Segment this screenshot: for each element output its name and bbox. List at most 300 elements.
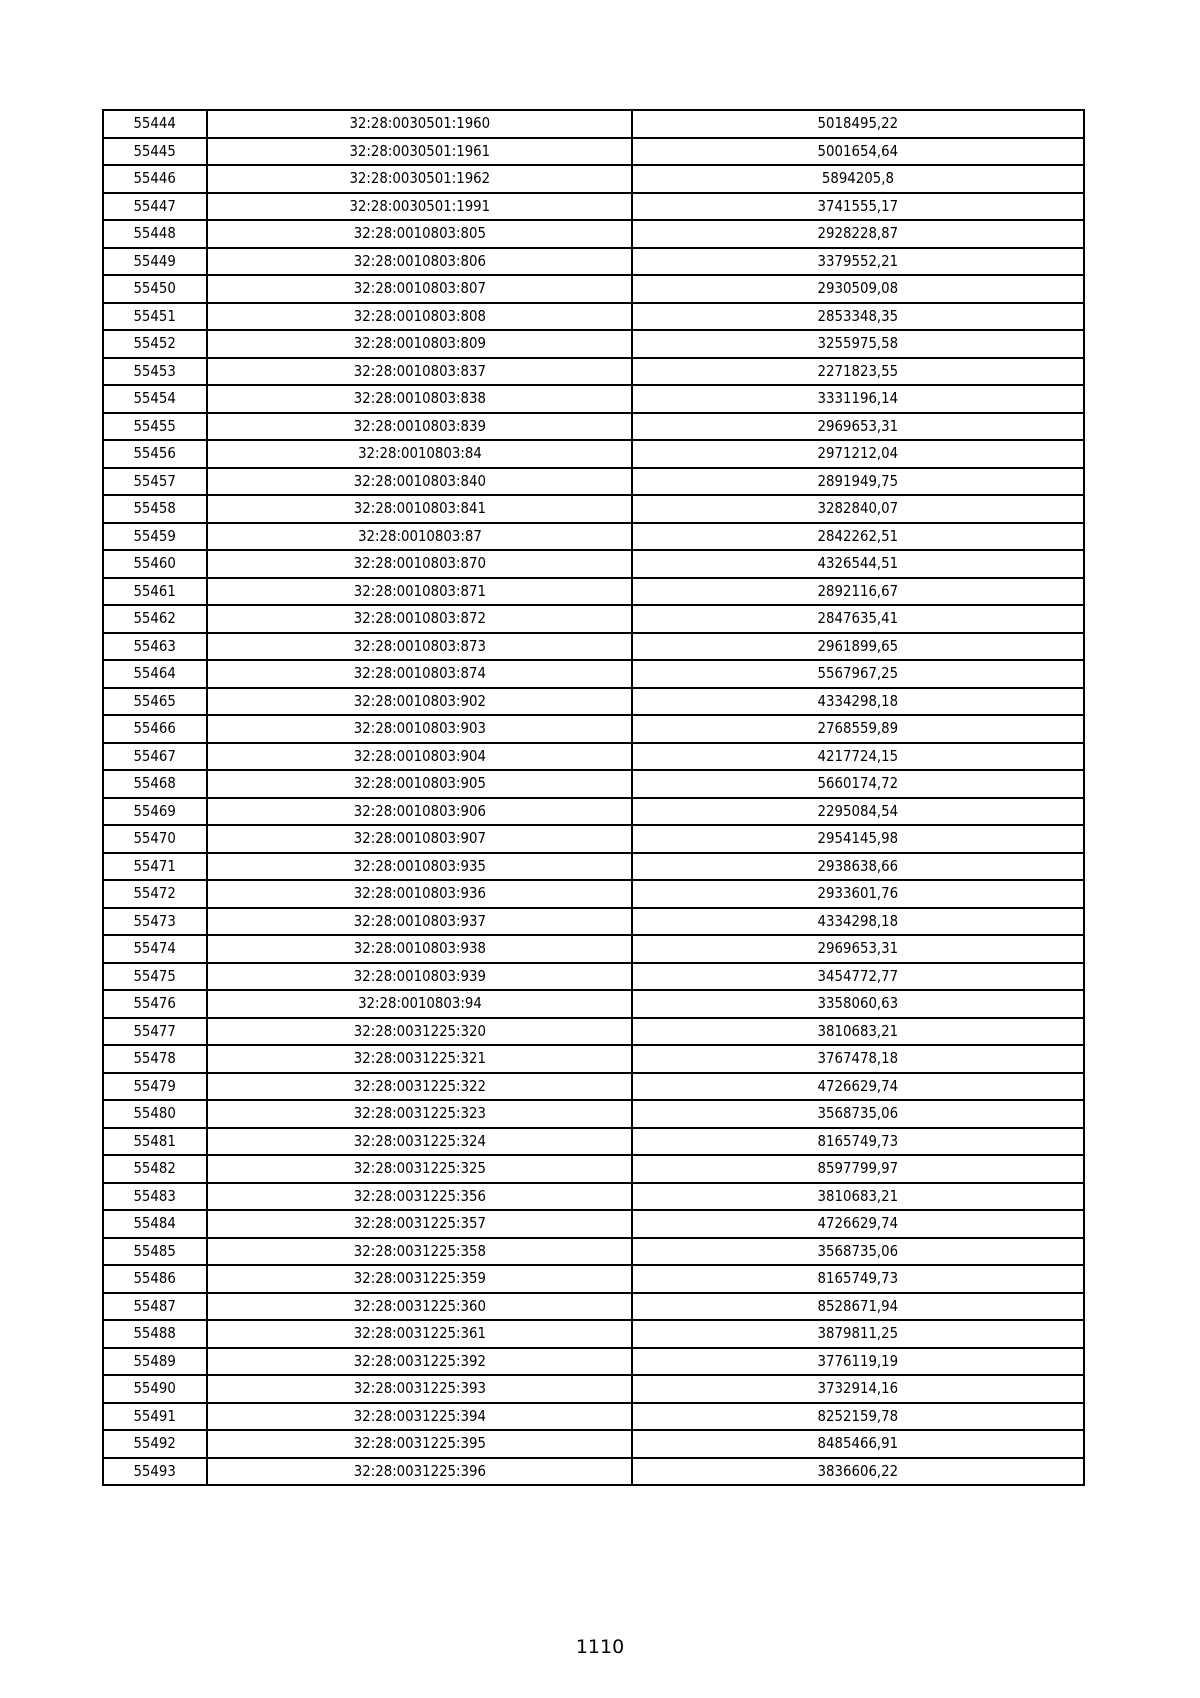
- cell-text: 4334298,18: [817, 691, 899, 710]
- table-row: [103, 578, 1084, 606]
- row-number-cell: [103, 495, 207, 523]
- cadastral-value-cell: [632, 303, 1084, 331]
- row-number-cell: [103, 358, 207, 386]
- row-number-cell: [103, 193, 207, 221]
- cell-text: 32:28:0010803:874: [353, 664, 486, 683]
- row-number-cell: [103, 330, 207, 358]
- cell-text: 2768559,89: [817, 719, 899, 738]
- row-number-cell: [103, 1348, 207, 1376]
- cadastral-value-cell: [632, 1183, 1084, 1211]
- cadastral-number-cell: [207, 1320, 632, 1348]
- cell-text: 2295084,54: [817, 801, 899, 820]
- cadastral-value-cell: [632, 523, 1084, 551]
- row-number-cell: [103, 853, 207, 881]
- cell-text: 2969653,31: [817, 416, 899, 435]
- row-number-cell: [103, 1265, 207, 1293]
- row-number-cell: [103, 963, 207, 991]
- cell-text: 3732914,16: [817, 1379, 899, 1398]
- row-number-cell: [103, 633, 207, 661]
- cadastral-number-cell: [207, 413, 632, 441]
- cadastral-number-cell: [207, 275, 632, 303]
- cell-text: 3810683,21: [817, 1021, 899, 1040]
- cadastral-number-cell: [207, 1128, 632, 1156]
- cadastral-value-cell: [632, 963, 1084, 991]
- cadastral-value-cell: [632, 1403, 1084, 1431]
- cadastral-number-cell: [207, 963, 632, 991]
- row-number-cell: [103, 1238, 207, 1266]
- cadastral-value-cell: [632, 550, 1084, 578]
- cell-text: 32:28:0010803:939: [353, 966, 486, 985]
- cadastral-number-cell: [207, 1045, 632, 1073]
- cell-text: 55481: [133, 1131, 177, 1150]
- cell-text: 32:28:0030501:1962: [349, 169, 490, 188]
- cell-text: 2930509,08: [817, 279, 899, 298]
- cell-text: 32:28:0010803:935: [353, 856, 486, 875]
- row-number-cell: [103, 1183, 207, 1211]
- cadastral-number-cell: [207, 1210, 632, 1238]
- cadastral-value-cell: [632, 660, 1084, 688]
- cell-text: 2842262,51: [817, 526, 899, 545]
- cadastral-value-cell: [632, 193, 1084, 221]
- cell-text: 8165749,73: [817, 1269, 899, 1288]
- cell-text: 55454: [133, 389, 177, 408]
- cell-text: 32:28:0010803:938: [353, 939, 486, 958]
- cell-text: 5894205,8: [821, 169, 895, 188]
- row-number-cell: [103, 825, 207, 853]
- cell-text: 8252159,78: [817, 1406, 899, 1425]
- row-number-cell: [103, 880, 207, 908]
- cadastral-value-cell: [632, 1293, 1084, 1321]
- table-body: [103, 110, 1084, 1485]
- cadastral-value-cell: [632, 1155, 1084, 1183]
- table-row: [103, 440, 1084, 468]
- cell-text: 32:28:0031225:322: [353, 1076, 486, 1095]
- table-row: [103, 193, 1084, 221]
- cadastral-value-cell: [632, 633, 1084, 661]
- cell-text: 3810683,21: [817, 1186, 899, 1205]
- row-number-cell: [103, 688, 207, 716]
- table-row: [103, 1073, 1084, 1101]
- cadastral-value-cell: [632, 165, 1084, 193]
- cell-text: 3568735,06: [817, 1104, 899, 1123]
- cadastral-value-cell: [632, 413, 1084, 441]
- row-number-cell: [103, 1375, 207, 1403]
- cell-text: 55466: [133, 719, 177, 738]
- cadastral-number-cell: [207, 770, 632, 798]
- row-number-cell: [103, 1403, 207, 1431]
- cell-text: 55463: [133, 636, 177, 655]
- cadastral-number-cell: [207, 165, 632, 193]
- cadastral-value-cell: [632, 880, 1084, 908]
- table-row: [103, 1045, 1084, 1073]
- table-row: [103, 1403, 1084, 1431]
- cell-text: 55489: [133, 1351, 177, 1370]
- table-row: [103, 908, 1084, 936]
- cadastral-value-cell: [632, 1210, 1084, 1238]
- cell-text: 55493: [133, 1461, 177, 1480]
- table-row: [103, 110, 1084, 138]
- cell-text: 55450: [133, 279, 177, 298]
- row-number-cell: [103, 1100, 207, 1128]
- row-number-cell: [103, 1210, 207, 1238]
- cell-text: 32:28:0010803:871: [353, 581, 486, 600]
- cell-text: 55487: [133, 1296, 177, 1315]
- cell-text: 3358060,63: [817, 994, 899, 1013]
- cadastral-number-cell: [207, 908, 632, 936]
- cell-text: 32:28:0031225:323: [353, 1104, 486, 1123]
- cell-text: 55475: [133, 966, 177, 985]
- table-row: [103, 1348, 1084, 1376]
- cell-text: 32:28:0031225:357: [353, 1214, 486, 1233]
- cell-text: 2853348,35: [817, 306, 899, 325]
- cell-text: 55486: [133, 1269, 177, 1288]
- table-row: [103, 330, 1084, 358]
- cadastral-value-cell: [632, 385, 1084, 413]
- row-number-cell: [103, 1320, 207, 1348]
- cadastral-number-cell: [207, 358, 632, 386]
- cell-text: 55473: [133, 911, 177, 930]
- table-row: [103, 275, 1084, 303]
- cell-text: 55446: [133, 169, 177, 188]
- cell-text: 3255975,58: [817, 334, 899, 353]
- cadastral-value-cell: [632, 990, 1084, 1018]
- cell-text: 32:28:0010803:837: [353, 361, 486, 380]
- cell-text: 32:28:0010803:870: [353, 554, 486, 573]
- table-row: [103, 605, 1084, 633]
- cell-text: 4726629,74: [817, 1076, 899, 1095]
- cadastral-value-cell: [632, 138, 1084, 166]
- cell-text: 55483: [133, 1186, 177, 1205]
- table-row: [103, 688, 1084, 716]
- table-row: [103, 1375, 1084, 1403]
- cell-text: 4334298,18: [817, 911, 899, 930]
- cell-text: 32:28:0031225:320: [353, 1021, 486, 1040]
- cadastral-number-cell: [207, 385, 632, 413]
- cell-text: 3282840,07: [817, 499, 899, 518]
- cell-text: 55457: [133, 471, 177, 490]
- cadastral-value-cell: [632, 220, 1084, 248]
- cell-text: 55472: [133, 884, 177, 903]
- cadastral-value-cell: [632, 605, 1084, 633]
- cell-text: 8165749,73: [817, 1131, 899, 1150]
- cell-text: 5660174,72: [817, 774, 899, 793]
- table-row: [103, 1128, 1084, 1156]
- cadastral-number-cell: [207, 220, 632, 248]
- cell-text: 55464: [133, 664, 177, 683]
- cell-text: 2954145,98: [817, 829, 899, 848]
- cell-text: 3767478,18: [817, 1049, 899, 1068]
- cell-text: 5001654,64: [817, 141, 899, 160]
- table-row: [103, 385, 1084, 413]
- cell-text: 32:28:0010803:840: [353, 471, 486, 490]
- cadastral-number-cell: [207, 1265, 632, 1293]
- cadastral-value-cell: [632, 1430, 1084, 1458]
- table-row: [103, 495, 1084, 523]
- cell-text: 2271823,55: [817, 361, 899, 380]
- cadastral-value-cell: [632, 798, 1084, 826]
- row-number-cell: [103, 743, 207, 771]
- cell-text: 32:28:0031225:360: [353, 1296, 486, 1315]
- cell-text: 4726629,74: [817, 1214, 899, 1233]
- row-number-cell: [103, 770, 207, 798]
- cell-text: 55488: [133, 1324, 177, 1343]
- cadastral-number-cell: [207, 1430, 632, 1458]
- table-row: [103, 798, 1084, 826]
- cell-text: 32:28:0031225:358: [353, 1241, 486, 1260]
- cell-text: 32:28:0010803:841: [353, 499, 486, 518]
- cadastral-value-cell: [632, 1100, 1084, 1128]
- table-row: [103, 1293, 1084, 1321]
- cell-text: 2891949,75: [817, 471, 899, 490]
- table-row: [103, 633, 1084, 661]
- cadastral-number-cell: [207, 1183, 632, 1211]
- row-number-cell: [103, 220, 207, 248]
- cell-text: 55469: [133, 801, 177, 820]
- cell-text: 55456: [133, 444, 177, 463]
- table-row: [103, 1155, 1084, 1183]
- cell-text: 32:28:0010803:873: [353, 636, 486, 655]
- cell-text: 55452: [133, 334, 177, 353]
- cell-text: 8528671,94: [817, 1296, 899, 1315]
- row-number-cell: [103, 385, 207, 413]
- cell-text: 2928228,87: [817, 224, 899, 243]
- cell-text: 32:28:0010803:903: [353, 719, 486, 738]
- cell-text: 32:28:0031225:361: [353, 1324, 486, 1343]
- cell-text: 32:28:0031225:394: [353, 1406, 486, 1425]
- table-row: [103, 1320, 1084, 1348]
- row-number-cell: [103, 303, 207, 331]
- cadastral-value-cell: [632, 578, 1084, 606]
- cadastral-value-cell: [632, 1458, 1084, 1486]
- cadastral-value-cell: [632, 248, 1084, 276]
- cadastral-value-cell: [632, 688, 1084, 716]
- cell-text: 4217724,15: [817, 746, 899, 765]
- cell-text: 32:28:0010803:904: [353, 746, 486, 765]
- row-number-cell: [103, 605, 207, 633]
- cadastral-number-cell: [207, 1458, 632, 1486]
- cadastral-number-cell: [207, 138, 632, 166]
- cell-text: 2969653,31: [817, 939, 899, 958]
- table-row: [103, 963, 1084, 991]
- table-row: [103, 413, 1084, 441]
- table-row: [103, 1183, 1084, 1211]
- cadastral-number-cell: [207, 193, 632, 221]
- cadastral-value-cell: [632, 110, 1084, 138]
- cell-text: 32:28:0010803:87: [357, 526, 482, 545]
- cadastral-number-cell: [207, 1293, 632, 1321]
- cadastral-value-cell: [632, 495, 1084, 523]
- cell-text: 55484: [133, 1214, 177, 1233]
- table-row: [103, 770, 1084, 798]
- cadastral-number-cell: [207, 798, 632, 826]
- table-row: [103, 358, 1084, 386]
- cell-text: 55451: [133, 306, 177, 325]
- cadastral-number-cell: [207, 743, 632, 771]
- cadastral-number-cell: [207, 990, 632, 1018]
- cell-text: 32:28:0010803:907: [353, 829, 486, 848]
- row-number-cell: [103, 1293, 207, 1321]
- cell-text: 55479: [133, 1076, 177, 1095]
- table-row: [103, 1238, 1084, 1266]
- cadastral-number-cell: [207, 468, 632, 496]
- table-row: [103, 990, 1084, 1018]
- cadastral-value-cell: [632, 908, 1084, 936]
- row-number-cell: [103, 468, 207, 496]
- cadastral-value-cell: [632, 468, 1084, 496]
- row-number-cell: [103, 1073, 207, 1101]
- cell-text: 32:28:0010803:936: [353, 884, 486, 903]
- table-row: [103, 935, 1084, 963]
- cell-text: 32:28:0010803:84: [357, 444, 482, 463]
- cadastral-number-cell: [207, 1155, 632, 1183]
- cell-text: 32:28:0031225:396: [353, 1461, 486, 1480]
- cadastral-value-cell: [632, 440, 1084, 468]
- cadastral-value-cell: [632, 935, 1084, 963]
- row-number-cell: [103, 165, 207, 193]
- table-row: [103, 743, 1084, 771]
- cell-text: 2971212,04: [817, 444, 899, 463]
- cell-text: 4326544,51: [817, 554, 899, 573]
- cell-text: 55482: [133, 1159, 177, 1178]
- table-row: [103, 1458, 1084, 1486]
- cell-text: 32:28:0031225:356: [353, 1186, 486, 1205]
- cell-text: 32:28:0010803:905: [353, 774, 486, 793]
- row-number-cell: [103, 990, 207, 1018]
- cadastral-value-cell: [632, 743, 1084, 771]
- cadastral-number-cell: [207, 523, 632, 551]
- cell-text: 3568735,06: [817, 1241, 899, 1260]
- table-row: [103, 1430, 1084, 1458]
- cadastral-value-cell: [632, 770, 1084, 798]
- row-number-cell: [103, 275, 207, 303]
- cadastral-number-cell: [207, 550, 632, 578]
- cell-text: 2961899,65: [817, 636, 899, 655]
- cell-text: 55448: [133, 224, 177, 243]
- cell-text: 55453: [133, 361, 177, 380]
- cell-text: 32:28:0031225:392: [353, 1351, 486, 1370]
- cell-text: 2847635,41: [817, 609, 899, 628]
- table-row: [103, 880, 1084, 908]
- cadastral-number-cell: [207, 935, 632, 963]
- table-row: [103, 138, 1084, 166]
- table-row: [103, 853, 1084, 881]
- cell-text: 3776119,19: [817, 1351, 899, 1370]
- cadastral-number-cell: [207, 1018, 632, 1046]
- cadastral-number-cell: [207, 1238, 632, 1266]
- row-number-cell: [103, 908, 207, 936]
- cell-text: 55461: [133, 581, 177, 600]
- cadastral-number-cell: [207, 825, 632, 853]
- cadastral-value-table: [102, 109, 1085, 1486]
- cadastral-number-cell: [207, 1100, 632, 1128]
- cell-text: 55470: [133, 829, 177, 848]
- cadastral-number-cell: [207, 303, 632, 331]
- row-number-cell: [103, 660, 207, 688]
- row-number-cell: [103, 110, 207, 138]
- cadastral-value-cell: [632, 1128, 1084, 1156]
- cell-text: 55480: [133, 1104, 177, 1123]
- cell-text: 32:28:0010803:805: [353, 224, 486, 243]
- cadastral-number-cell: [207, 1375, 632, 1403]
- cell-text: 55460: [133, 554, 177, 573]
- table-row: [103, 550, 1084, 578]
- cell-text: 32:28:0031225:321: [353, 1049, 486, 1068]
- cell-text: 32:28:0010803:872: [353, 609, 486, 628]
- cell-text: 3331196,14: [817, 389, 899, 408]
- cell-text: 55467: [133, 746, 177, 765]
- cell-text: 55449: [133, 251, 177, 270]
- cell-text: 55471: [133, 856, 177, 875]
- table-row: [103, 1210, 1084, 1238]
- row-number-cell: [103, 1155, 207, 1183]
- cell-text: 32:28:0030501:1960: [349, 114, 490, 133]
- table-row: [103, 165, 1084, 193]
- cadastral-number-cell: [207, 495, 632, 523]
- row-number-cell: [103, 1018, 207, 1046]
- cadastral-number-cell: [207, 715, 632, 743]
- cadastral-value-cell: [632, 358, 1084, 386]
- cadastral-number-cell: [207, 605, 632, 633]
- row-number-cell: [103, 523, 207, 551]
- cell-text: 32:28:0030501:1991: [349, 196, 490, 215]
- cadastral-number-cell: [207, 1348, 632, 1376]
- cadastral-value-cell: [632, 1348, 1084, 1376]
- table-row: [103, 220, 1084, 248]
- cadastral-value-cell: [632, 853, 1084, 881]
- cadastral-number-cell: [207, 688, 632, 716]
- cell-text: 55490: [133, 1379, 177, 1398]
- cell-text: 32:28:0010803:808: [353, 306, 486, 325]
- cell-text: 55477: [133, 1021, 177, 1040]
- cadastral-value-cell: [632, 1073, 1084, 1101]
- cell-text: 32:28:0030501:1961: [349, 141, 490, 160]
- cell-text: 32:28:0031225:324: [353, 1131, 486, 1150]
- cell-text: 55468: [133, 774, 177, 793]
- row-number-cell: [103, 1128, 207, 1156]
- cadastral-value-cell: [632, 1045, 1084, 1073]
- cadastral-value-cell: [632, 715, 1084, 743]
- cell-text: 32:28:0010803:902: [353, 691, 486, 710]
- table-row: [103, 523, 1084, 551]
- row-number-cell: [103, 1045, 207, 1073]
- table-row: [103, 1018, 1084, 1046]
- cell-text: 55459: [133, 526, 177, 545]
- table-row: [103, 248, 1084, 276]
- cadastral-value-cell: [632, 1265, 1084, 1293]
- cell-text: 8485466,91: [817, 1434, 899, 1453]
- cell-text: 55465: [133, 691, 177, 710]
- cadastral-number-cell: [207, 248, 632, 276]
- cadastral-number-cell: [207, 1403, 632, 1431]
- cadastral-value-cell: [632, 1320, 1084, 1348]
- cadastral-value-cell: [632, 1375, 1084, 1403]
- cell-text: 5567967,25: [817, 664, 899, 683]
- cadastral-number-cell: [207, 1073, 632, 1101]
- cell-text: 2892116,67: [817, 581, 899, 600]
- cell-text: 55447: [133, 196, 177, 215]
- cell-text: 32:28:0031225:325: [353, 1159, 486, 1178]
- cell-text: 55492: [133, 1434, 177, 1453]
- row-number-cell: [103, 440, 207, 468]
- table-row: [103, 303, 1084, 331]
- row-number-cell: [103, 935, 207, 963]
- cell-text: 3379552,21: [817, 251, 899, 270]
- cell-text: 32:28:0010803:806: [353, 251, 486, 270]
- cell-text: 32:28:0010803:937: [353, 911, 486, 930]
- table-row: [103, 660, 1084, 688]
- row-number-cell: [103, 413, 207, 441]
- row-number-cell: [103, 138, 207, 166]
